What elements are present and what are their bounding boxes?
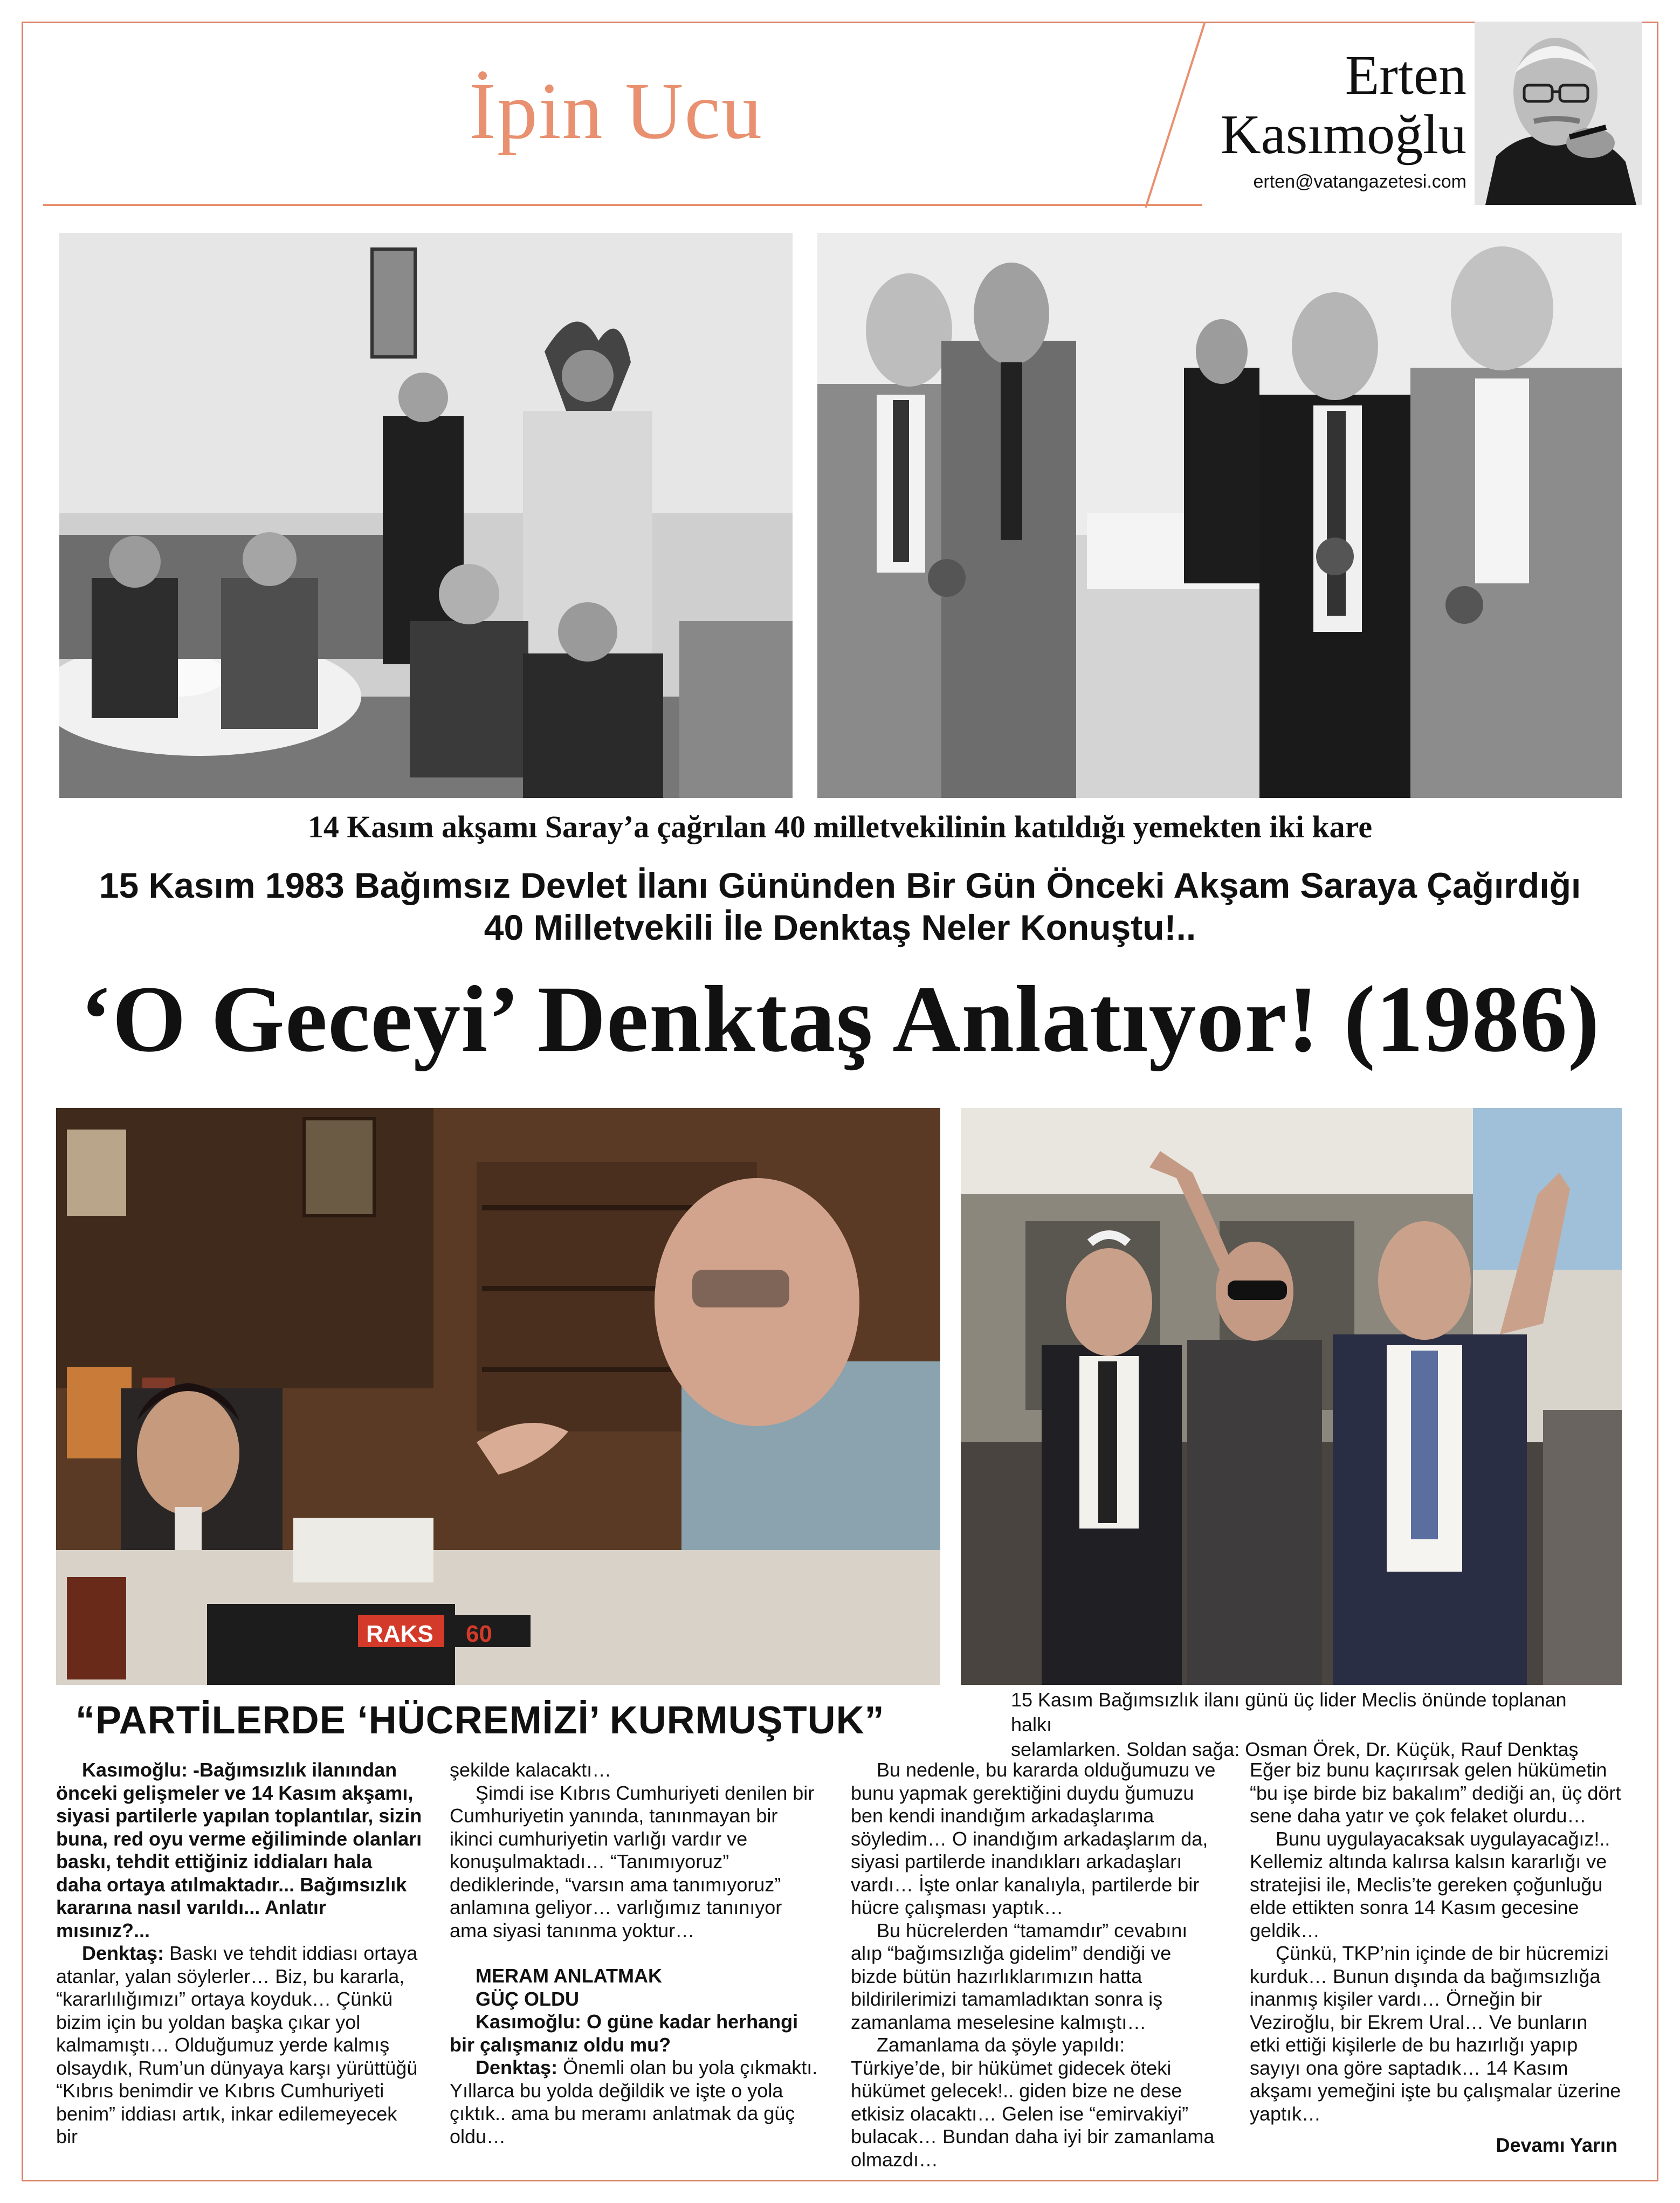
answer-1-label: Denktaş: xyxy=(82,1942,164,1964)
answer-2-text: Önemli olan bu yola çıkmaktı. Yıllarca bu yolda değildik ve işte o yola çıktık.. ama bu meramı anlatmak da güç oldu… xyxy=(450,2056,818,2147)
question-1 xyxy=(56,1759,423,1942)
column-4-paragraph-2: Bunu uygulayacaksak uygulayacağız!.. Kellemiz altında kalırsa kalsın kararlığı ve stratejisi ile, Meclis’te gereken çoğunluğu elde ettikten sonra 14 Kasım gecesine geldik… xyxy=(1250,1827,1610,1942)
answer-2 xyxy=(450,2056,822,2148)
photo-caption-top: 14 Kasım akşamı Saray’a çağrılan 40 milletvekilinin katıldığı yemekten iki kare xyxy=(307,809,1373,844)
answer-1-text: Baskı ve tehdit iddiası ortaya atanlar, yalan söylerler… Biz, bu kararla, “kararlılığımızı” ortaya koyduk… Çünkü bizim için bu yoldan başka çıkar yol kalmamıştı… Olduğumuz yerde kalmış olsaydık, Rum’un dünyaya karşı yürüttüğü “Kıbrıs benimdir ve Kıbrıs Cumhuriyeti benim” iddiası artık, inkar edilemeyecek bir xyxy=(56,1942,418,2147)
deck-line-2: 40 Milletvekili İle Denktaş Neler Konuştu!.. xyxy=(484,907,1196,947)
section-heading-line-1: MERAM ANLATMAK xyxy=(476,1965,662,1987)
article-column-3 xyxy=(851,1759,1223,2171)
radio-brand-label: RAKS xyxy=(366,1621,433,1647)
photo-three-leaders xyxy=(961,1108,1622,1685)
author-last-name: Kasımoğlu xyxy=(1220,104,1466,166)
headline: ‘O Geceyi’ Denktaş Anlatıyor! (1986) xyxy=(80,967,1600,1072)
photo-caption-bottom xyxy=(1011,1688,1604,1762)
photo-interview-office xyxy=(56,1108,940,1685)
column-3-paragraph-3: Zamanlama da şöyle yapıldı: Türkiye’de, bir hükümet gidecek öteki hükümet gelecek!.. giden bize ne dese etkisiz olacaktı… Gelen ise “emirvakiyi” bulacak… Bundan daha iyi bir zamanlama olmazdı… xyxy=(851,2034,1215,2171)
column-3-paragraph-1: Bu nedenle, bu kararda olduğumuzu ve bunu yapmak gerektiğini duydu ğumuzu ben kendi inandığım arkadaşlarıma söyledim… O inandığım arkadaşlarım da, siyasi partilerde inandıkları arkadaşları vardı… İşte onlar kanalıyla, partilerde bir hücre çalışması yaptık… xyxy=(851,1759,1216,1918)
article-column-4 xyxy=(1250,1759,1622,2125)
article-column-2 xyxy=(450,1759,822,2148)
author-portrait xyxy=(1475,22,1642,205)
answer-2-label: Denktaş: xyxy=(476,2056,558,2078)
photo-dinner-standing xyxy=(817,233,1622,798)
header-rule xyxy=(43,204,1202,206)
author-first-name: Erten xyxy=(1345,44,1466,106)
article-column-1 xyxy=(56,1759,423,2149)
photo-dinner-seated xyxy=(59,233,793,798)
question-2-text: O güne kadar herhangi bir çalışmanız oldu mu? xyxy=(450,2011,798,2056)
photo-caption-bottom-line-2: selamlarken. Soldan sağa: Osman Örek, Dr. Küçük, Rauf Denktaş xyxy=(1011,1738,1579,1760)
column-3-paragraph-2: Bu hücrelerden “tamamdır” cevabını alıp “bağımsızlığa gidelim” dendiği ve bizde bütün hazırlıklarımızın hatta bildirilerimizi tamamladıktan sonra iş zamanlama meselesine kalmıştı… xyxy=(851,1919,1188,2033)
photo-caption-bottom-line-1: 15 Kasım Bağımsızlık ilanı günü üç lider Meclis önünde toplanan halkı xyxy=(1011,1689,1567,1736)
author-portrait-image xyxy=(1475,22,1642,205)
column-2-paragraph-1: şekilde kalacaktı… xyxy=(450,1759,612,1781)
column-name: İpin Ucu xyxy=(469,66,763,156)
radio-display-label: 60 xyxy=(466,1621,492,1647)
answer-1 xyxy=(56,1942,423,2149)
deck-line-1: 15 Kasım 1983 Bağımsız Devlet İlanı Gününden Bir Gün Önceki Akşam Saraya Çağırdığı xyxy=(99,865,1581,905)
question-2-label: Kasımoğlu: xyxy=(476,2011,582,2033)
question-1-text: -Bağımsızlık ilanından önceki gelişmeler ve 14 Kasım akşamı, siyasi partilerle yapılan toplantılar, sizin buna, red oyu verme eğiliminde olanları baskı, tehdit ettiğiniz iddiaları hala daha ortaya atılmaktadır... Bağımsızlık kararına nasıl varıldı... Anlatır mısınız?... xyxy=(56,1759,422,1942)
column-4-paragraph-3: Çünkü, TKP’nin içinde de bir hücremizi kurduk… Bunun dışında da bağımsızlığa inanmış kişiler vardı… Örneğin bir Veziroğlu, bir Ekrem Ural… Ve bunların etki ettiği kişilerle de bu hazırlığı yapıp sayıyı ona göre saptadık… 14 Kasım akşamı yemeğini işte bu çalışmalar üzerine yaptık… xyxy=(1250,1942,1621,2125)
subhead: “PARTİLERDE ‘HÜCREMİZİ’ KURMUŞTUK” xyxy=(75,1699,885,1742)
question-2 xyxy=(450,2011,822,2056)
continued-tomorrow: Devamı Yarın xyxy=(1496,2134,1617,2156)
section-heading-line-2: GÜÇ OLDU xyxy=(476,1987,579,2010)
column-4-paragraph-1: Eğer biz bunu kaçırırsak gelen hükümetin “bu işe birde biz bakalım” dediği an, üç dört sene daha yatır ve çok felaket olurdu… xyxy=(1250,1759,1621,1827)
column-2-paragraph-2: Şimdi ise Kıbrıs Cumhuriyeti denilen bir Cumhuriyetin yanında, tanınmayan bir ikinci cumhuriyetin varlığı vardır ve konuşulmaktadı… “Tanımıyoruz” dediklerinde, “varsın ama tanımıyoruz” anlamına geliyor… varlığımız tanınıyor ama siyasi tanınma yoktur… xyxy=(450,1781,815,1942)
question-1-label: Kasımoğlu: xyxy=(82,1759,188,1781)
author-email: erten@vatangazetesi.com xyxy=(1253,171,1466,192)
